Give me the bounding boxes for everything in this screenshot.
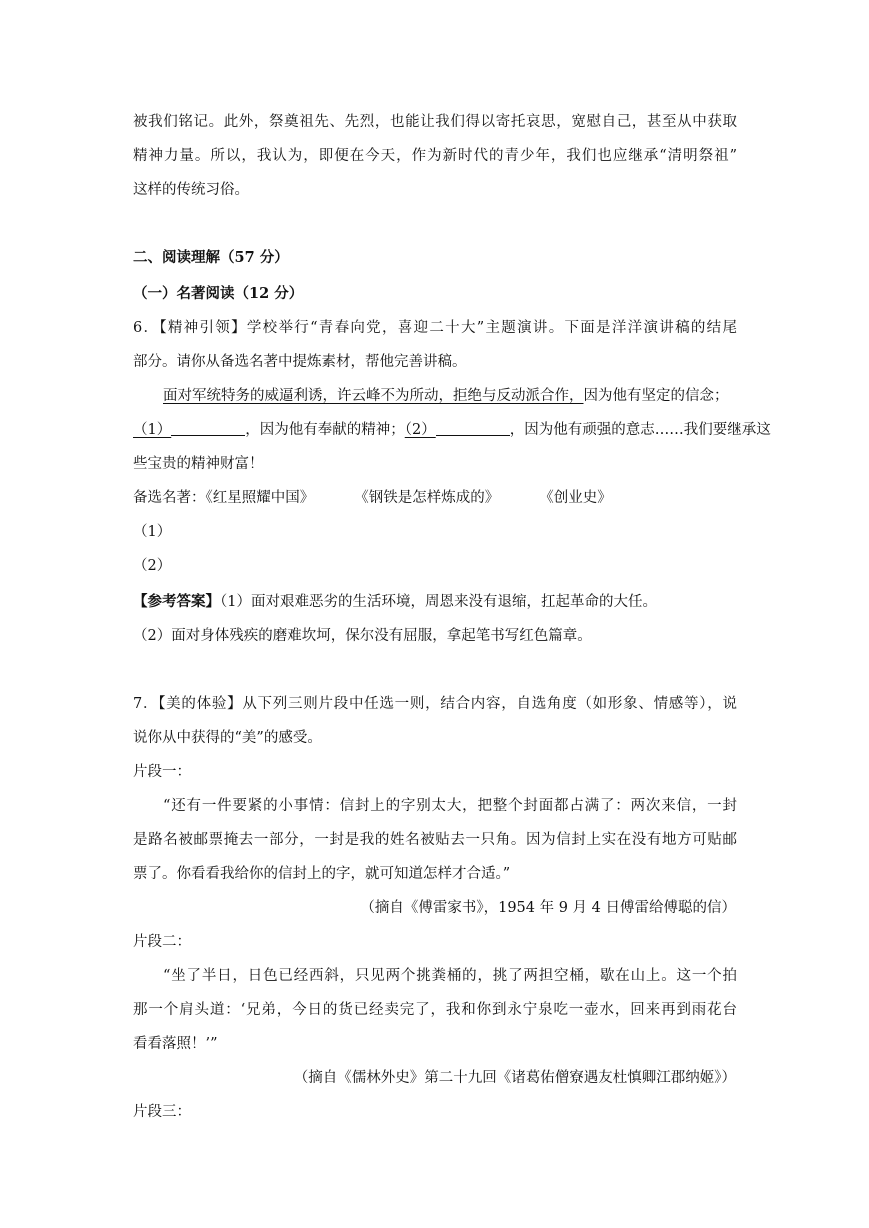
fill-blank-1[interactable]: [171, 421, 245, 436]
q6-prompt-line-1: 6．【精神引领】学校举行“青春向党，喜迎二十大”主题演讲。下面是洋洋演讲稿的结尾: [133, 320, 737, 336]
book-1: 《红星照耀中国》: [205, 490, 315, 506]
q6-speech-line-1: [163, 386, 729, 406]
intro-line-1: 被我们铭记。此外，祭奠祖先、先烈，也能让我们得以寄托哀思，宽慰自己，甚至从中获取: [133, 114, 737, 130]
intro-line-2: 精神力量。所以，我认为，即便在今天，作为新时代的青少年，我们也应继承“清明祭祖”: [133, 148, 737, 164]
q6-speech-line-3: 些宝贵的精神财富！: [133, 456, 264, 472]
q6-reference-answer-1: 【参考答案】（1）面对艰难恶劣的生活环境，周恩来没有退缩，扛起革命的大任。: [133, 593, 657, 610]
book-3: 《创业史》: [539, 490, 612, 506]
speech-mid-1: ，因为他有奉献的精神；: [245, 422, 405, 438]
speech-mid-2: ，因为他有顽强的意志……我们要继承这: [509, 422, 771, 438]
fragment-1-label: 片段一：: [133, 764, 191, 780]
fragment-2-source: （摘自《儒林外史》第二十九回《诸葛佑僧寮遇友杜慎卿江郡纳姬》）: [293, 1070, 736, 1086]
blank-2-label: （2）: [404, 422, 436, 438]
q6-prompt-line-2: 部分。请你从备选名著中提炼素材，帮他完善讲稿。: [133, 354, 467, 370]
speech-underlined-text: 面对军统特务的威逼利诱，许云峰不为所动，拒绝与反动派合作，: [163, 388, 584, 404]
books-label: 备选名著：: [133, 490, 206, 506]
q6-answer-1-label: （1）: [133, 524, 172, 540]
q7-prompt-line-2: 说你从中获得的“美”的感受。: [133, 730, 322, 746]
book-2: 《钢铁是怎样炼成的》: [354, 490, 500, 506]
fragment-1-source: （摘自《傅雷家书》，1954 年 9 月 4 日傅雷给傅聪的信）: [360, 900, 736, 916]
section-heading: 二、阅读理解（57 分）: [133, 249, 289, 266]
fragment-2-line-1: “坐了半日，日色已经西斜，只见两个挑粪桶的，挑了两担空桶，歇在山上。这一个拍: [163, 968, 737, 984]
q6-books-line: [133, 488, 612, 508]
fragment-2-label: 片段二：: [133, 934, 191, 950]
subsection-heading: （一）名著阅读（12 分）: [133, 285, 304, 302]
fragment-3-label: 片段三：: [133, 1104, 191, 1120]
q7-prompt-line-1: 7．【美的体验】从下列三则片段中任选一则，结合内容，自选角度（如形象、情感等），说: [133, 696, 737, 712]
intro-line-3: 这样的传统习俗。: [133, 182, 249, 198]
fragment-2-line-3: 看看落照！’”: [133, 1036, 218, 1052]
q6-answer-2-label: （2）: [133, 558, 172, 574]
fragment-1-line-2: 是路名被邮票掩去一部分，一封是我的姓名被贴去一只角。因为信封上实在没有地方可贴邮: [133, 832, 737, 848]
q6-speech-line-2: [133, 420, 771, 440]
reference-answer-label: 【参考答案】: [133, 593, 220, 610]
fragment-1-line-3: 票了。你看看我给你的信封上的字，就可知道怎样才合适。”: [133, 866, 511, 882]
fragment-2-line-2: 那一个肩头道：‘兄弟，今日的货已经卖完了，我和你到永宁泉吃一壶水，回来再到雨花台: [133, 1002, 737, 1018]
fill-blank-2[interactable]: [436, 421, 510, 436]
q6-reference-answer-2: （2）面对身体残疾的磨难坎坷，保尔没有屈服，拿起笔书写红色篇章。: [133, 628, 592, 644]
blank-1-label: （1）: [133, 422, 172, 438]
fragment-1-line-1: “还有一件要紧的小事情：信封上的字别太大，把整个封面都占满了：两次来信，一封: [163, 798, 737, 814]
speech-text: 因为他有坚定的信念；: [583, 388, 729, 404]
